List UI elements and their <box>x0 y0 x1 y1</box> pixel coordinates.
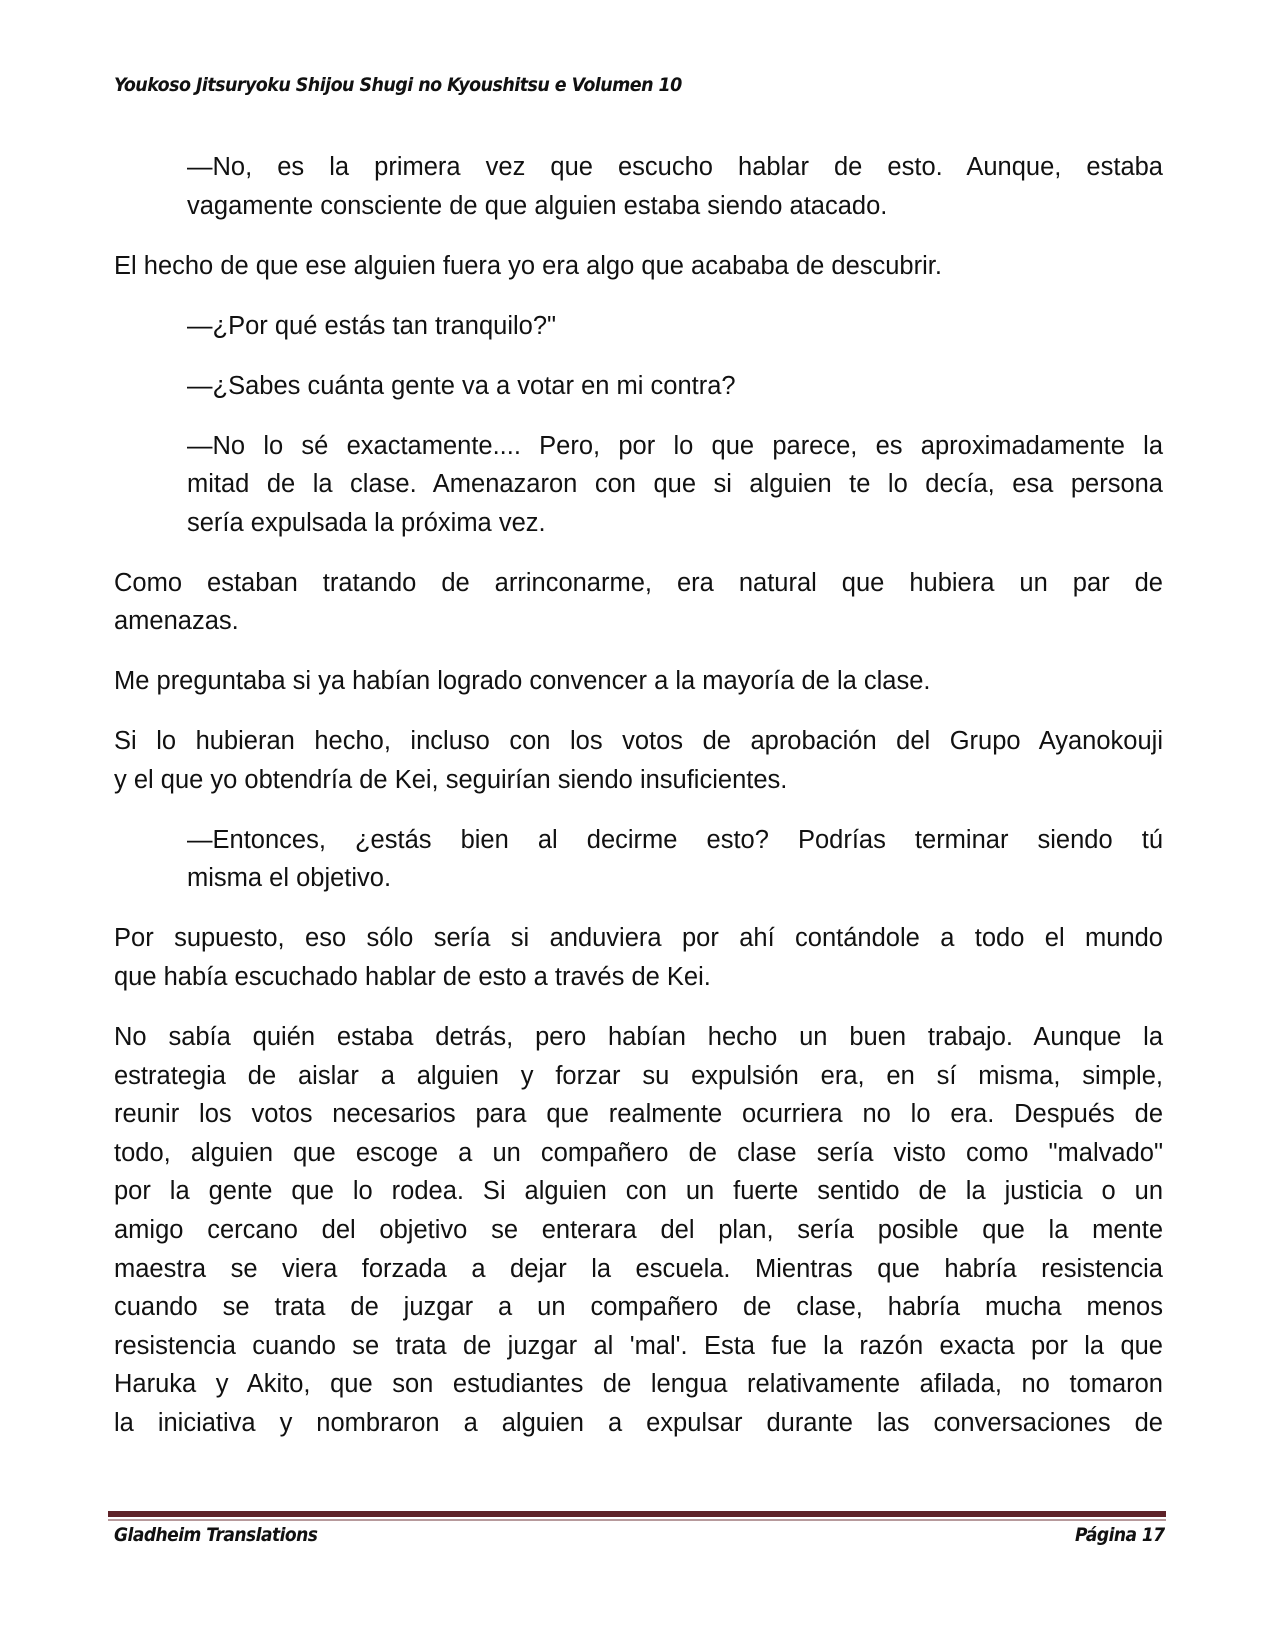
footer-publisher: Gladheim Translations <box>114 1524 318 1546</box>
dialogue-paragraph <box>187 427 1163 543</box>
text-line: maestra se viera forzada a dejar la escuela. Mientras que habría resistencia <box>114 1254 1163 1283</box>
dialogue-paragraph <box>187 148 1163 225</box>
dialogue-paragraph <box>187 367 1163 406</box>
text-line: El hecho de que ese alguien fuera yo era algo que acababa de descubrir. <box>114 251 942 280</box>
text-line: cuando se trata de juzgar a un compañero de clase, habría mucha menos <box>114 1293 1163 1322</box>
dialogue-paragraph <box>187 821 1163 898</box>
text-line: —¿Sabes cuánta gente va a votar en mi contra? <box>187 371 736 400</box>
text-line: por la gente que lo rodea. Si alguien con un fuerte sentido de la justicia o un <box>114 1177 1163 1206</box>
footer-rule <box>108 1511 1166 1517</box>
paragraph <box>114 564 1163 641</box>
text-line: —No lo sé exactamente.... Pero, por lo que parece, es aproximadamente la <box>187 431 1163 460</box>
text-line: misma el objetivo. <box>187 864 392 893</box>
text-line: reunir los votos necesarios para que realmente ocurriera no lo era. Después de <box>114 1100 1163 1129</box>
paragraph <box>114 722 1163 799</box>
text-line: la iniciativa y nombraron a alguien a expulsar durante las conversaciones de <box>114 1408 1163 1437</box>
running-header: Youkoso Jitsuryoku Shijou Shugi no Kyoushitsu e Volumen 10 <box>114 74 682 96</box>
text-line: Si lo hubieran hecho, incluso con los votos de aprobación del Grupo Ayanokouji <box>114 727 1163 756</box>
text-line: amigo cercano del objetivo se enterara del plan, sería posible que la mente <box>114 1215 1163 1244</box>
text-line: Por supuesto, eso sólo sería si anduviera por ahí contándole a todo el mundo <box>114 924 1163 953</box>
paragraph <box>114 247 1163 286</box>
text-line: —¿Por qué estás tan tranquilo?" <box>187 311 557 340</box>
text-line: Haruka y Akito, que son estudiantes de lengua relativamente afilada, no tomaron <box>114 1370 1163 1399</box>
text-line: Como estaban tratando de arrinconarme, era natural que hubiera un par de <box>114 568 1163 597</box>
text-line: todo, alguien que escoge a un compañero de clase sería visto como "malvado" <box>114 1138 1163 1167</box>
dialogue-paragraph <box>187 307 1163 346</box>
text-line: y el que yo obtendría de Kei, seguirían siendo insuficientes. <box>114 765 788 794</box>
text-line: vagamente consciente de que alguien estaba siendo atacado. <box>187 191 888 220</box>
text-line: Me preguntaba si ya habían logrado convencer a la mayoría de la clase. <box>114 667 931 696</box>
paragraph <box>114 662 1163 701</box>
text-line: que había escuchado hablar de esto a través de Kei. <box>114 963 711 992</box>
text-line: No sabía quién estaba detrás, pero habían hecho un buen trabajo. Aunque la <box>114 1023 1163 1051</box>
text-line: amenazas. <box>114 607 239 636</box>
paragraph <box>114 1018 1163 1443</box>
page-number: Página 17 <box>1075 1524 1165 1546</box>
text-line: estrategia de aislar a alguien y forzar su expulsión era, en sí misma, simple, <box>114 1061 1163 1090</box>
page-body <box>114 148 1163 1464</box>
text-line: resistencia cuando se trata de juzgar al 'mal'. Esta fue la razón exacta por la que <box>114 1331 1163 1360</box>
paragraph <box>114 919 1163 996</box>
text-line: —Entonces, ¿estás bien al decirme esto? Podrías terminar siendo tú <box>187 825 1163 854</box>
text-line: sería expulsada la próxima vez. <box>187 508 546 537</box>
footer-rule-thin <box>108 1519 1166 1521</box>
text-line: mitad de la clase. Amenazaron con que si alguien te lo decía, esa persona <box>187 470 1163 499</box>
text-line: —No, es la primera vez que escucho hablar de esto. Aunque, estaba <box>187 153 1163 181</box>
